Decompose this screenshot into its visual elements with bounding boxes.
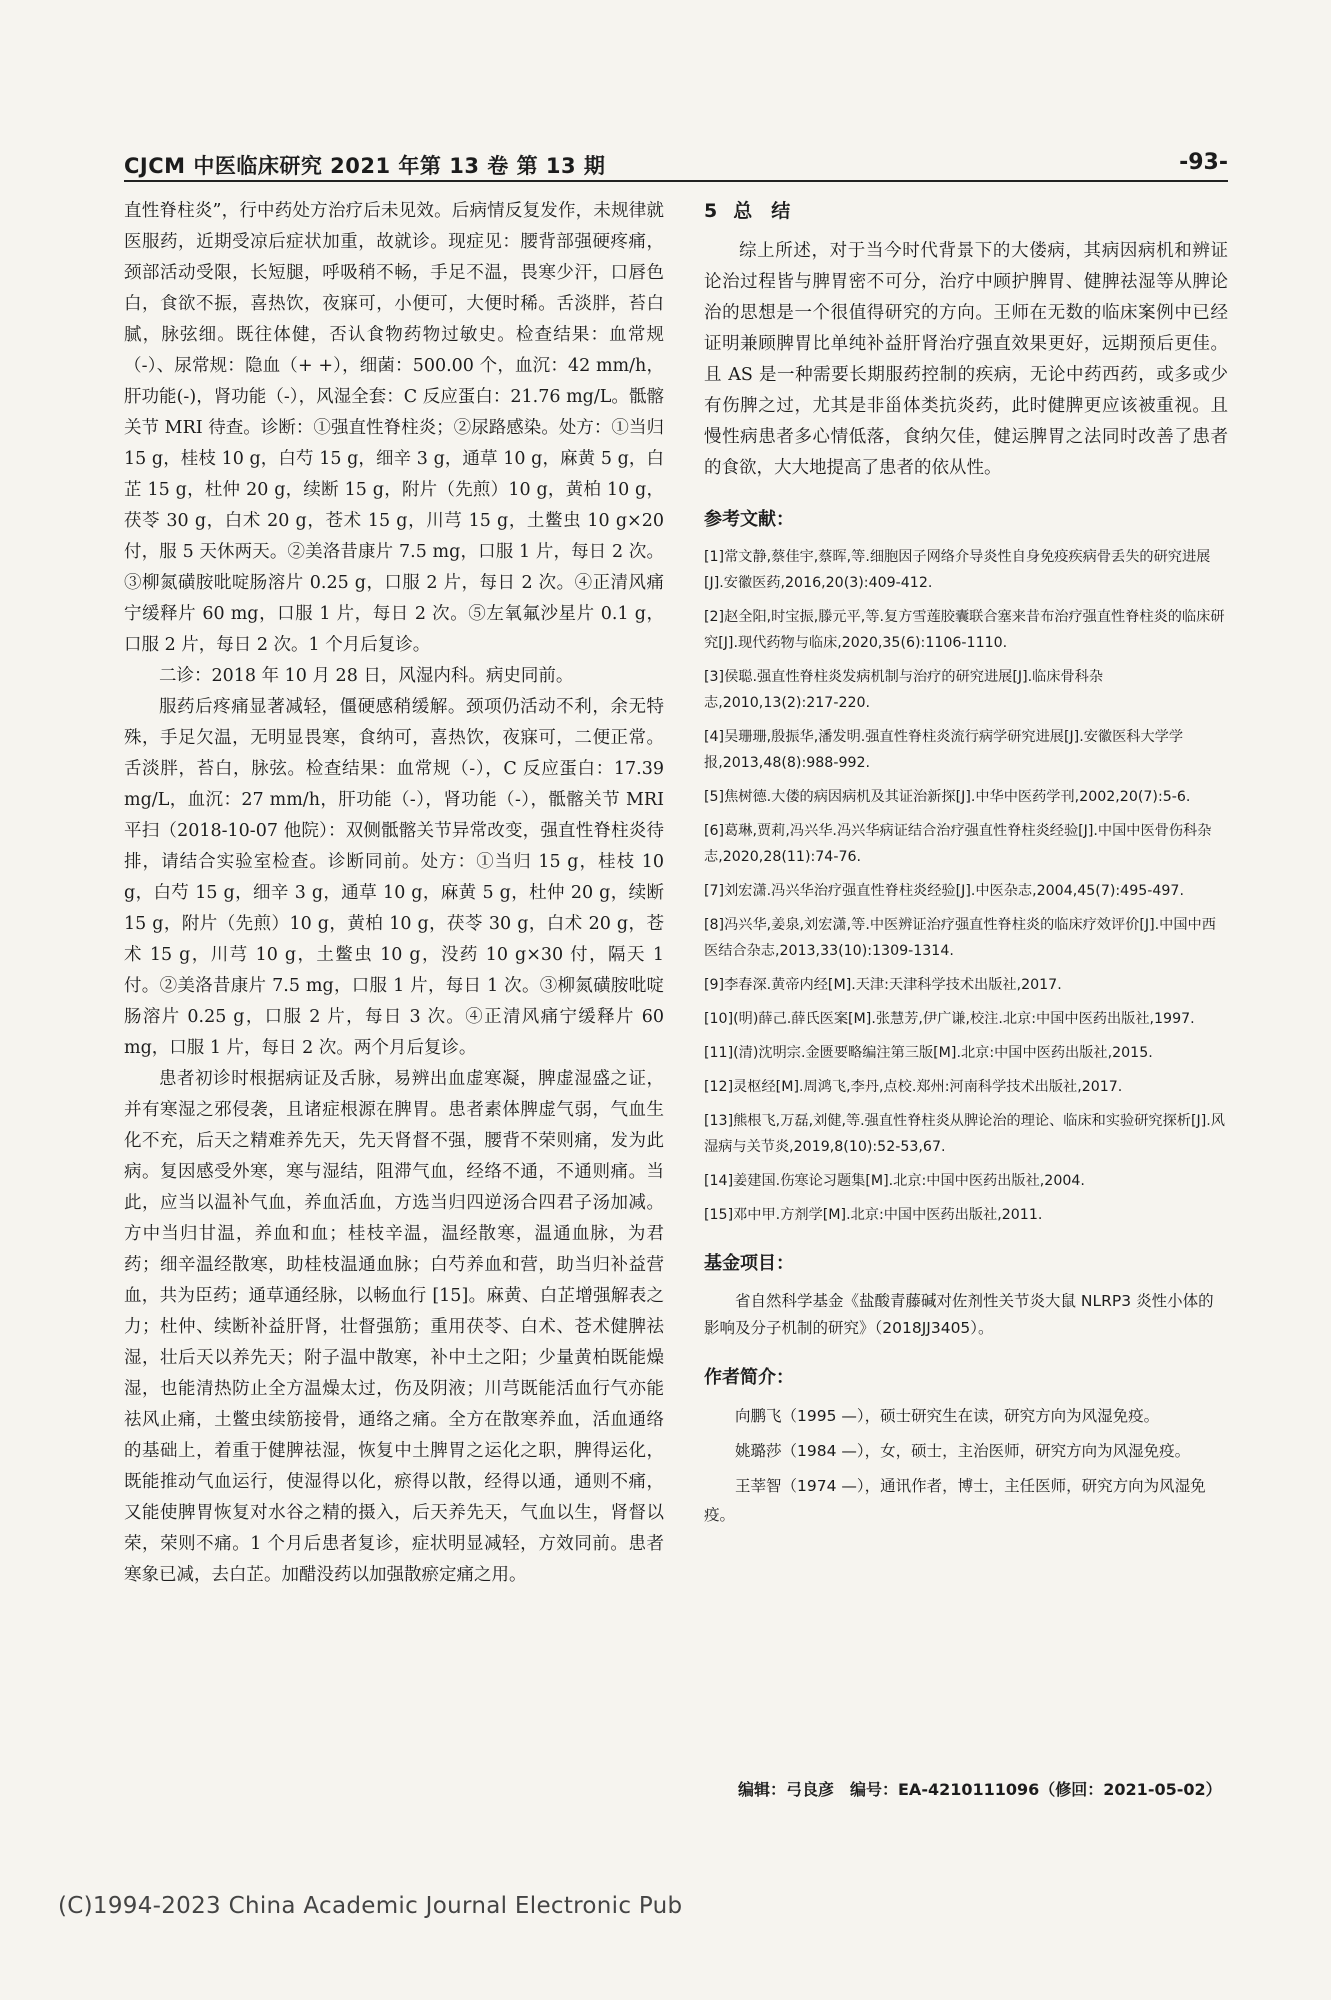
case-paragraph-4: 患者初诊时根据病证及舌脉，易辨出血虚寒凝，脾虚湿盛之证，并有寒湿之邪侵袭，且诸症根源在脾胃。患者素体脾虚气弱，气血生化不充，后天之精难养先天，先天肾督不强，腰背不荣则痛，发为此病。复因感受外寒，寒与湿结，阻滞气血，经络不通，不通则痛。当此，应当以温补气血，养血活血，方选当归四逆汤合四君子汤加减。方中当归甘温，养血和血；桂枝辛温，温经散寒，温通血脉，为君药；细辛温经散寒，助桂枝温通血脉；白芍养血和营，助当归补益营血，共为臣药；通草通经脉，以畅血行 [15]。麻黄、白芷增强解表之力；杜仲、续断补益肝肾，壮督强筋；重用茯苓、白术、苍术健脾祛湿，壮后天以养先天；附子温中散寒，补中土之阳；少量黄柏既能燥湿，也能清热防止全方温燥太过，伤及阴液；川芎既能活血行气亦能祛风止痛，土鳖虫续筋接骨，通络之痛。全方在散寒养血，活血通络的基础上，着重于健脾祛湿，恢复中土脾胃之运化之职，脾得运化，既能推动气血运行，使湿得以化，瘀得以散，经得以通，通则不痛，又能使脾胃恢复对水谷之精的摄入，后天养先天，气血以生，肾督以荣，荣则不痛。1 个月后患者复诊，症状明显减轻，方效同前。患者寒象已减，去白芷。加醋没药以加强散瘀定痛之用。 — [124, 1069, 664, 1585]
page-number: -93- — [1179, 150, 1228, 175]
summary-text: 综上所述，对于当今时代背景下的大偻病，其病因病机和辨证论治过程皆与脾胃密不可分，治疗中顾护脾胃、健脾祛湿等从脾论治的思想是一个很值得研究的方向。王师在无数的临床案例中已经证明兼顾脾胃比单纯补益肝肾治疗强直效果更好，远期预后更佳。且 AS 是一种需要长期服药控制的疾病，无论中药西药，或多或少有伤脾之过，尤其是非甾体类抗炎药，此时健脾更应该被重视。且慢性病患者多心情低落，食纳欠佳，健运脾胃之法同时改善了患者的食欲，大大地提高了患者的依从性。 — [704, 241, 1228, 478]
fund-heading: 基金项目： — [704, 1253, 794, 1274]
reference-item: [2]赵全阳,时宝振,滕元平,等.复方雪莲胶囊联合塞来昔布治疗强直性脊柱炎的临床研究[J].现代药物与临床,2020,35(6):1106-1110. — [704, 609, 1225, 651]
authors-heading: 作者简介： — [704, 1367, 794, 1388]
reference-item: [8]冯兴华,姜泉,刘宏潇,等.中医辨证治疗强直性脊柱炎的临床疗效评价[J].中国中西医结合杂志,2013,33(10):1309-1314. — [704, 917, 1216, 959]
copyright-footer: (C)1994-2023 China Academic Journal Electronic Pub — [58, 1893, 683, 1919]
reference-item: [14]姜建国.伤寒论习题集[M].北京:中国中医药出版社,2004. — [704, 1173, 1085, 1189]
reference-item: [9]李春深.黄帝内经[M].天津:天津科学技术出版社,2017. — [704, 977, 1062, 993]
reference-list — [704, 544, 1228, 1228]
reference-item: [10](明)薛己.薛氏医案[M].张慧芳,伊广谦,校注.北京:中国中医药出版社,1997. — [704, 1011, 1195, 1027]
reference-item: [11](清)沈明宗.金匮要略编注第三版[M].北京:中国中医药出版社,2015. — [704, 1045, 1153, 1061]
running-header — [124, 146, 1228, 182]
author-item: 向鹏飞（1995 —），硕士研究生在读，研究方向为风湿免疫。 — [735, 1407, 1160, 1425]
author-item: 王莘智（1974 —），通讯作者，博士，主任医师，研究方向为风湿免疫。 — [704, 1477, 1206, 1524]
section-number: 5 — [704, 200, 718, 222]
case-paragraph-3: 服药后疼痛显著减轻，僵硬感稍缓解。颈项仍活动不利，余无特殊，手足欠温，无明显畏寒，食纳可，喜热饮，夜寐可，二便正常。舌淡胖，苔白，脉弦。检查结果：血常规（-），C 反应蛋白：17.39 mg/L，血沉：27 mm/h，肝功能（-），肾功能（-），骶髂关节 MRI 平扫（2018-10-07 他院）：双侧骶髂关节异常改变，强直性脊柱炎待排，请结合实验室检查。诊断同前。处方：①当归 15 g，桂枝 10 g，白芍 15 g，细辛 3 g，通草 10 g，麻黄 5 g，杜仲 20 g，续断 15 g，附片（先煎）10 g，黄柏 10 g，茯苓 30 g，白术 20 g，苍术 15 g，川芎 10 g，土鳖虫 10 g，没药 10 g×30 付，隔天 1 付。②美洛昔康片 7.5 mg，口服 1 片，每日 1 次。③柳氮磺胺吡啶肠溶片 0.25 g，口服 2 片，每日 3 次。④正清风痛宁缓释片 60 mg，口服 1 片，每日 2 次。两个月后复诊。 — [124, 697, 664, 1058]
left-column — [124, 196, 664, 1591]
reference-item: [15]邓中甲.方剂学[M].北京:中国中医药出版社,2011. — [704, 1207, 1043, 1223]
author-item: 姚璐莎（1984 —），女，硕士，主治医师，研究方向为风湿免疫。 — [735, 1442, 1191, 1460]
journal-name: CJCM 中医临床研究 2021 年第 13 卷 第 13 期 — [124, 154, 606, 178]
case-paragraph-1: 直性脊柱炎”，行中药处方治疗后未见效。后病情反复发作，未规律就医服药，近期受凉后症状加重，故就诊。现症见：腰背部强硬疼痛，颈部活动受限，长短腿，呼吸稍不畅，手足不温，畏寒少汗，口唇色白，食欲不振，喜热饮，夜寐可，小便可，大便时稀。舌淡胖，苔白腻，脉弦细。既往体健，否认食物药物过敏史。检查结果：血常规（-）、尿常规：隐血（+ +），细菌：500.00 个，血沉：42 mm/h，肝功能(-)，肾功能（-），风湿全套：C 反应蛋白：21.76 mg/L。骶髂关节 MRI 待查。诊断：①强直性脊柱炎；②尿路感染。处方：①当归 15 g，桂枝 10 g，白芍 15 g，细辛 3 g，通草 10 g，麻黄 5 g，白芷 15 g，杜仲 20 g，续断 15 g，附片（先煎）10 g，黄柏 10 g，茯苓 30 g，白术 20 g，苍术 15 g，川芎 15 g，土鳖虫 10 g×20 付，服 5 天休两天。②美洛昔康片 7.5 mg，口服 1 片，每日 2 次。③柳氮磺胺吡啶肠溶片 0.25 g，口服 2 片，每日 2 次。④正清风痛宁缓释片 60 mg，口服 1 片，每日 2 次。⑤左氧氟沙星片 0.1 g，口服 2 片，每日 2 次。1 个月后复诊。 — [124, 201, 664, 655]
reference-item: [12]灵枢经[M].周鸿飞,李丹,点校.郑州:河南科学技术出版社,2017. — [704, 1079, 1123, 1095]
reference-item: [6]葛琳,贾莉,冯兴华.冯兴华病证结合治疗强直性脊柱炎经验[J].中国中医骨伤科杂志,2020,28(11):74-76. — [704, 823, 1212, 865]
right-column — [704, 196, 1228, 1536]
reference-item: [4]吴珊珊,殷振华,潘发明.强直性脊柱炎流行病学研究进展[J].安徽医科大学学报,2013,48(8):988-992. — [704, 729, 1184, 771]
section-title: 总 结 — [733, 200, 791, 222]
reference-item: [5]焦树德.大偻的病因病机及其证治新探[J].中华中医药学刊,2002,20(7):5-6. — [704, 789, 1191, 805]
editor-line: 编辑：弓良彦 编号：EA-4210111096（修回：2021-05-02） — [738, 1780, 1222, 1799]
summary-heading — [704, 196, 1228, 226]
reference-item: [1]常文静,蔡佳宇,蔡晖,等.细胞因子网络介导炎性自身免疫疾病骨丢失的研究进展[J].安徽医药,2016,20(3):409-412. — [704, 549, 1211, 591]
reference-item: [13]熊根飞,万磊,刘健,等.强直性脊柱炎从脾论治的理论、临床和实验研究探析[J].风湿病与关节炎,2019,8(10):52-53,67. — [704, 1113, 1225, 1155]
references-heading: 参考文献： — [704, 509, 794, 530]
fund-text: 省自然科学基金《盐酸青藤碱对佐剂性关节炎大鼠 NLRP3 炎性小体的影响及分子机制的研究》（2018JJ3405）。 — [704, 1292, 1214, 1337]
case-paragraph-2: 二诊：2018 年 10 月 28 日，风湿内科。病史同前。 — [159, 666, 574, 686]
reference-item: [3]侯聪.强直性脊柱炎发病机制与治疗的研究进展[J].临床骨科杂志,2010,13(2):217-220. — [704, 669, 1104, 711]
reference-item: [7]刘宏潇.冯兴华治疗强直性脊柱炎经验[J].中医杂志,2004,45(7):495-497. — [704, 883, 1184, 899]
